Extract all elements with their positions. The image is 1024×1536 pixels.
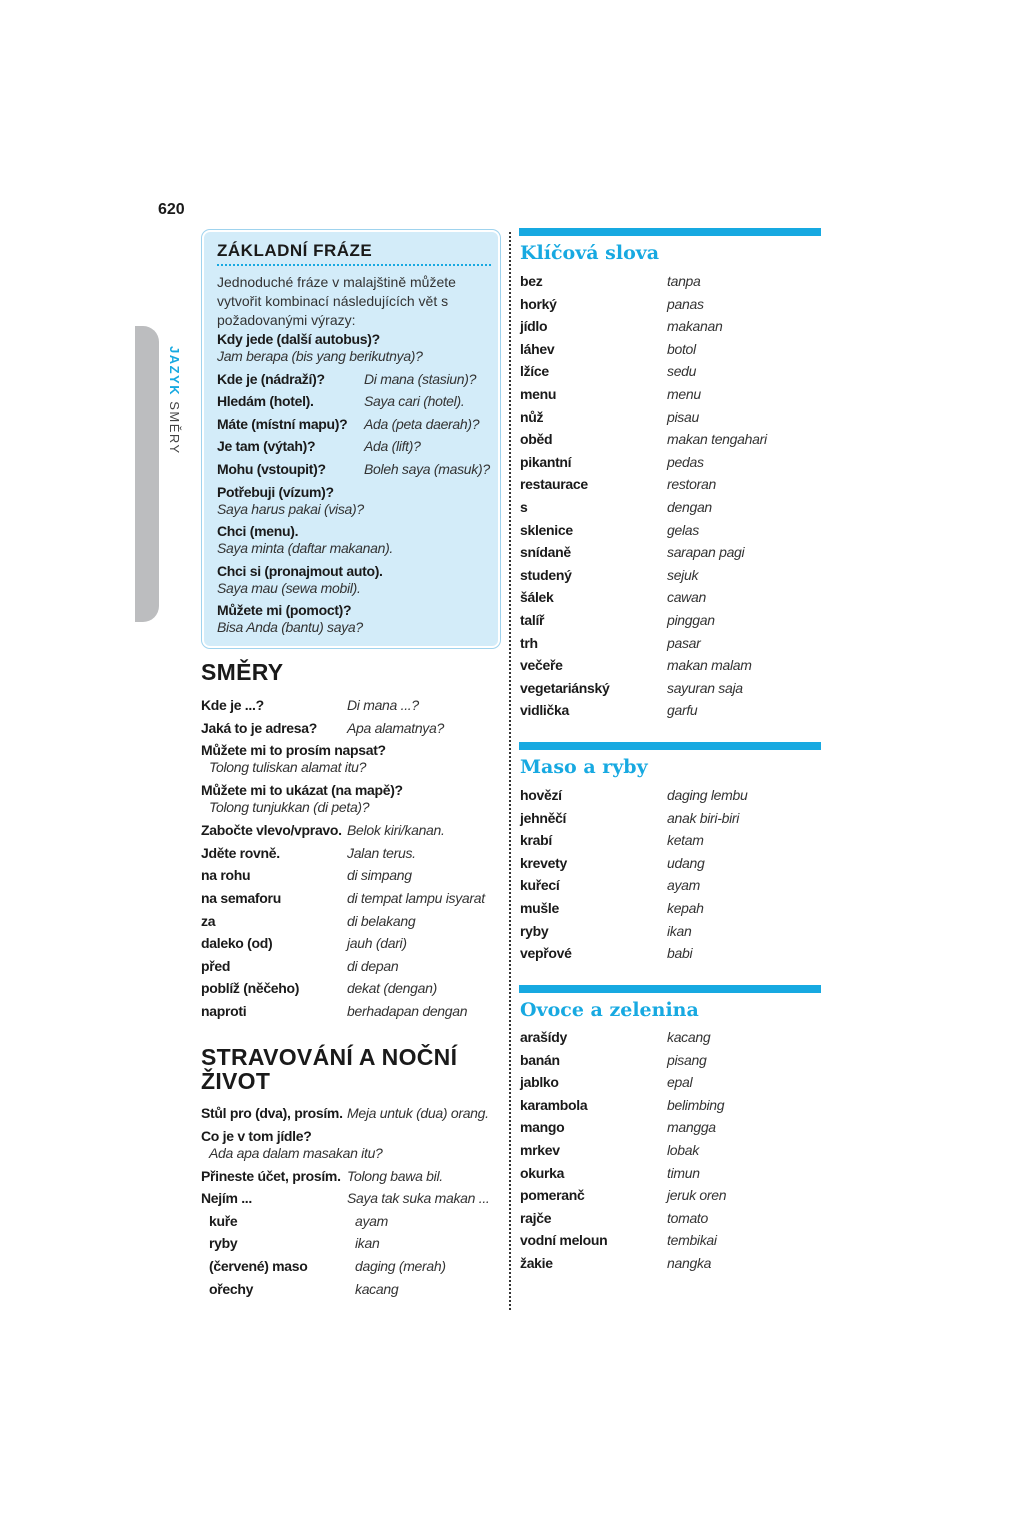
vocab-row	[520, 341, 820, 363]
phrase-czech: Hledám (hotel).	[217, 393, 314, 410]
phrase-czech: ořechy	[209, 1280, 254, 1297]
phrase-malay: Meja untuk (dua) orang.	[347, 1105, 489, 1121]
phrase-czech: Máte (místní mapu)?	[217, 415, 348, 432]
vocab-czech: bez	[520, 273, 543, 289]
basic-phrases-intro: Jednoduché fráze v malajštině můžete vytvořit kombinací následujících vět s požadovanými výrazy:	[217, 274, 456, 328]
side-tab	[135, 326, 159, 622]
phrase-czech: Kde je ...?	[201, 697, 264, 713]
side-tab-rest: SMĚRY	[167, 396, 182, 455]
vocab-malay: babi	[667, 945, 693, 962]
vocab-czech: krabí	[520, 832, 552, 849]
vocab-row	[520, 1232, 820, 1254]
vocab-row	[520, 900, 820, 922]
vocab-row	[520, 589, 820, 611]
vocab-malay: pasar	[667, 634, 701, 651]
vocab-malay: pisau	[667, 408, 699, 425]
vocab-row	[520, 1052, 820, 1074]
vocab-czech: kuřecí	[520, 877, 560, 894]
vocab-czech: jídlo	[520, 318, 548, 335]
phrase-malay: Tolong tunjukkan (di peta)?	[209, 799, 370, 816]
phrase-malay: Tolong bawa bil.	[347, 1167, 443, 1184]
vocab-malay: belimbing	[667, 1096, 725, 1113]
vocab-malay: sedu	[667, 363, 697, 380]
phrase-malay: dekat (dengan)	[347, 980, 437, 997]
phrase-malay: Bisa Anda (bantu) saya?	[217, 619, 363, 635]
vocab-malay: jeruk oren	[667, 1187, 727, 1204]
phrase-czech: Co je v tom jídle?	[201, 1127, 312, 1144]
phrase-malay: Ada (lift)?	[364, 438, 421, 455]
phrase-czech: Jděte rovně.	[201, 844, 280, 861]
phrase-czech: ryby	[209, 1235, 238, 1252]
vocab-czech: lžíce	[520, 363, 549, 380]
phrase-czech: Zabočte vlevo/vpravo.	[201, 822, 342, 839]
phrase-malay: Tolong tuliskan alamat itu?	[209, 759, 367, 776]
vocab-czech: trh	[520, 634, 538, 651]
vocab-row	[520, 409, 820, 431]
vocab-czech: láhev	[520, 340, 555, 357]
vocab-czech: pomeranč	[520, 1187, 585, 1204]
vocab-malay: tembikai	[667, 1232, 717, 1249]
phrase-malay: di belakang	[347, 912, 416, 929]
vocab-malay: menu	[667, 386, 701, 402]
phrase-malay: daging (merah)	[355, 1258, 446, 1274]
basic-phrases-divider	[217, 264, 491, 266]
phrase-malay: Saya tak suka makan ...	[347, 1190, 490, 1207]
vocab-malay: panas	[667, 295, 704, 312]
vocab-czech: arašídy	[520, 1029, 567, 1045]
vocab-czech: jehněčí	[520, 809, 567, 826]
phrase-czech: Chci si (pronajmout auto).	[217, 562, 383, 579]
vocab-czech: snídaně	[520, 544, 571, 561]
vocab-malay: restoran	[667, 476, 716, 493]
phrase-malay: Belok kiri/kanan.	[347, 822, 445, 839]
vocab-row	[520, 386, 820, 408]
phrase-czech: Můžete mi to ukázat (na mapě)?	[201, 782, 403, 799]
vocab-row	[520, 680, 820, 702]
vocab-malay: ikan	[667, 922, 692, 939]
vocab-malay: sejuk	[667, 566, 699, 583]
fruit-bar	[519, 985, 821, 993]
basic-phrases-title: ZÁKLADNÍ FRÁZE	[217, 241, 373, 260]
vocab-czech: pikantní	[520, 453, 572, 470]
vocab-row	[520, 522, 820, 544]
vocab-row	[520, 702, 820, 724]
phrase-czech: Nejím ...	[201, 1190, 252, 1207]
vocab-row	[520, 855, 820, 877]
vocab-row	[520, 567, 820, 589]
phrase-czech: (červené) maso	[209, 1258, 308, 1274]
vocab-row	[520, 1165, 820, 1187]
vocab-row	[520, 923, 820, 945]
phrase-czech: Můžete mi (pomoct)?	[217, 602, 352, 618]
vocab-row	[520, 476, 820, 498]
phrase-czech: Můžete mi to prosím napsat?	[201, 742, 386, 759]
column-divider	[509, 232, 511, 1310]
phrase-malay: Ada apa dalam masakan itu?	[209, 1144, 383, 1161]
vocab-malay: makan tengahari	[667, 431, 767, 448]
page-number: 620	[158, 201, 185, 218]
vocab-czech: horký	[520, 295, 557, 312]
vocab-czech: vegetariánský	[520, 679, 610, 696]
phrase-czech: Přineste účet, prosím.	[201, 1167, 341, 1184]
vocab-row	[520, 1097, 820, 1119]
phrase-czech: Kdy jede (další autobus)?	[217, 331, 380, 347]
dining-heading-line1: STRAVOVÁNÍ A NOČNÍ	[201, 1044, 458, 1070]
meat-title: Maso a ryby	[520, 756, 648, 778]
phrase-malay: Saya harus pakai (visa)?	[217, 500, 364, 517]
vocab-czech: vidlička	[520, 702, 569, 719]
vocab-malay: dengan	[667, 499, 712, 515]
vocab-malay: ayam	[667, 877, 701, 894]
phrase-malay: Apa alamatnya?	[347, 719, 444, 736]
phrase-czech: Stůl pro (dva), prosím.	[201, 1105, 343, 1121]
vocab-row	[520, 945, 820, 967]
vocab-czech: šálek	[520, 589, 554, 606]
vocab-czech: rajče	[520, 1209, 552, 1226]
phrase-malay: di tempat lampu isyarat	[347, 890, 485, 906]
phrase-czech: Kde je (nádraží)?	[217, 370, 325, 387]
vocab-row	[520, 363, 820, 385]
keywords-title: Klíčová slova	[520, 242, 660, 264]
vocab-malay: tomato	[667, 1209, 708, 1226]
phrase-malay: Saya mau (sewa mobil).	[217, 579, 361, 596]
vocab-czech: banán	[520, 1051, 560, 1068]
vocab-czech: okurka	[520, 1164, 565, 1181]
vocab-row	[520, 787, 820, 809]
vocab-malay: anak biri-biri	[667, 809, 740, 826]
phrase-czech: poblíž (něčeho)	[201, 980, 300, 997]
phrase-czech: Chci (menu).	[217, 523, 299, 539]
vocab-row	[520, 810, 820, 832]
phrase-malay: ayam	[355, 1212, 389, 1229]
vocab-row	[520, 1187, 820, 1209]
phrase-czech: Mohu (vstoupit)?	[217, 460, 326, 477]
phrase-malay: Jam berapa (bis yang berikutnya)?	[217, 348, 423, 364]
vocab-czech: s	[520, 499, 528, 515]
vocab-czech: nůž	[520, 408, 544, 425]
phrase-malay: Ada (peta daerah)?	[364, 415, 480, 432]
vocab-czech: karambola	[520, 1096, 588, 1113]
phrase-malay: Saya cari (hotel).	[364, 393, 465, 410]
phrase-malay: jauh (dari)	[347, 935, 407, 952]
fruit-title: Ovoce a zelenina	[520, 999, 699, 1021]
vocab-czech: mrkev	[520, 1142, 560, 1158]
vocab-malay: pedas	[667, 453, 704, 470]
vocab-malay: kepah	[667, 900, 704, 916]
vocab-malay: pinggan	[667, 612, 715, 628]
vocab-malay: tanpa	[667, 273, 701, 289]
vocab-czech: ryby	[520, 922, 549, 939]
vocab-malay: kacang	[667, 1029, 711, 1045]
vocab-row	[520, 1255, 820, 1277]
phrase-czech: před	[201, 957, 231, 974]
phrase-czech: na rohu	[201, 867, 251, 884]
vocab-czech: vepřové	[520, 945, 572, 962]
phrase-malay: ikan	[355, 1235, 380, 1252]
vocab-czech: mušle	[520, 900, 559, 916]
directions-heading: SMĚRY	[201, 659, 284, 685]
vocab-malay: mangga	[667, 1119, 716, 1136]
vocab-czech: oběd	[520, 431, 553, 448]
phrase-czech: za	[201, 912, 216, 929]
vocab-row	[520, 318, 820, 340]
vocab-malay: nangka	[667, 1255, 712, 1271]
vocab-malay: garfu	[667, 702, 698, 719]
phrase-czech: naproti	[201, 1003, 247, 1019]
vocab-czech: krevety	[520, 854, 567, 871]
vocab-row	[520, 612, 820, 634]
phrase-czech: daleko (od)	[201, 935, 273, 952]
dining-heading	[201, 1045, 457, 1093]
vocab-malay: pisang	[667, 1051, 707, 1068]
vocab-malay: gelas	[667, 521, 699, 538]
vocab-malay: daging lembu	[667, 787, 748, 803]
side-tab-label	[167, 346, 182, 455]
phrase-malay: di simpang	[347, 867, 412, 884]
vocab-row	[520, 1029, 820, 1051]
vocab-czech: sklenice	[520, 521, 573, 538]
vocab-czech: restaurace	[520, 476, 588, 493]
vocab-row	[520, 454, 820, 476]
vocab-malay: botol	[667, 340, 696, 357]
vocab-czech: hovězí	[520, 787, 562, 803]
vocab-malay: makan malam	[667, 657, 752, 674]
phrase-malay: Di mana ...?	[347, 697, 419, 713]
phrase-malay: berhadapan dengan	[347, 1003, 468, 1019]
vocab-czech: jablko	[520, 1074, 559, 1091]
vocab-row	[520, 1210, 820, 1232]
vocab-malay: sarapan pagi	[667, 544, 745, 561]
vocab-malay: udang	[667, 854, 705, 871]
vocab-czech: mango	[520, 1119, 565, 1136]
vocab-czech: menu	[520, 386, 557, 402]
side-tab-strong: JAZYK	[167, 346, 182, 397]
vocab-czech: večeře	[520, 657, 563, 674]
vocab-row	[520, 499, 820, 521]
phrase-czech: Jaká to je adresa?	[201, 719, 317, 736]
vocab-czech: studený	[520, 566, 572, 583]
vocab-malay: makanan	[667, 318, 723, 335]
vocab-row	[520, 635, 820, 657]
phrase-malay: Jalan terus.	[347, 844, 416, 861]
phrase-czech: kuře	[209, 1212, 238, 1229]
meat-bar	[519, 742, 821, 750]
vocab-malay: sayuran saja	[667, 679, 743, 696]
dining-heading-line2: ŽIVOT	[201, 1068, 271, 1094]
vocab-row	[520, 296, 820, 318]
vocab-row	[520, 1142, 820, 1164]
vocab-row	[520, 431, 820, 453]
phrase-malay: Saya minta (daftar makanan).	[217, 540, 394, 556]
vocab-czech: talíř	[520, 612, 545, 628]
vocab-czech: vodní meloun	[520, 1232, 608, 1249]
phrase-malay: Di mana (stasiun)?	[364, 370, 477, 387]
vocab-row	[520, 657, 820, 679]
vocab-row	[520, 1119, 820, 1141]
phrase-czech: Je tam (výtah)?	[217, 438, 316, 455]
phrase-malay: Boleh saya (masuk)?	[364, 460, 490, 477]
vocab-malay: epal	[667, 1074, 693, 1091]
vocab-row	[520, 1074, 820, 1096]
vocab-row	[520, 273, 820, 295]
vocab-malay: ketam	[667, 832, 704, 849]
phrase-malay: kacang	[355, 1280, 399, 1297]
keywords-bar	[519, 228, 821, 236]
vocab-czech: žakie	[520, 1255, 553, 1271]
vocab-row	[520, 877, 820, 899]
phrase-czech: Potřebuji (vízum)?	[217, 483, 334, 500]
vocab-row	[520, 544, 820, 566]
phrase-czech: na semaforu	[201, 890, 281, 906]
vocab-malay: timun	[667, 1164, 700, 1181]
vocab-malay: lobak	[667, 1142, 699, 1158]
vocab-malay: cawan	[667, 589, 706, 606]
phrase-malay: di depan	[347, 957, 399, 974]
vocab-row	[520, 832, 820, 854]
